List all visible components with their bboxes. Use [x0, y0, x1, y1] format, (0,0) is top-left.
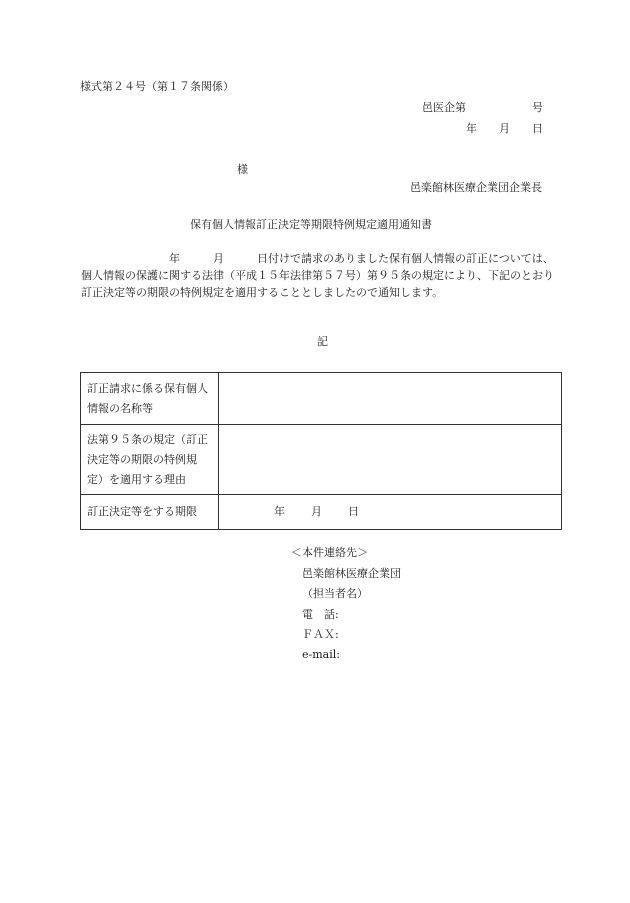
form-number: 様式第２４号（第１７条関係）	[80, 80, 234, 93]
table-row	[81, 373, 562, 425]
table-row	[81, 425, 562, 495]
row-value-info-name	[219, 373, 562, 425]
contact-email: e-mail:	[302, 648, 340, 661]
contact-org: 邑楽館林医療企業団	[302, 567, 401, 580]
deadline-month-label: 月	[311, 505, 322, 518]
contact-phone: 電 話:	[302, 608, 339, 621]
sender-name: 邑楽館林医療企業団企業長	[410, 181, 542, 194]
ki-marker: 記	[317, 335, 328, 348]
row-label-deadline: 訂正決定等をする期限	[81, 495, 219, 530]
row-label-info-name: 訂正請求に係る保有個人情報の名称等	[81, 373, 219, 425]
row-value-deadline	[219, 495, 562, 530]
record-table	[80, 372, 562, 530]
contact-person: （担当者名）	[302, 587, 368, 600]
row-value-reason	[219, 425, 562, 495]
body-paragraph: 年 月 日付けで請求のありました保有個人情報の訂正については、個人情報の保護に関する法律（平成１５年法律第５７号）第９５条の規定により、下記のとおり訂正決定等の期限の特例規定を適用することとしましたので通知します。	[81, 252, 554, 299]
contact-heading: ＜本件連絡先＞	[291, 546, 368, 559]
contact-fax: ＦＡＸ:	[302, 628, 339, 641]
deadline-day-label: 日	[348, 505, 359, 518]
document-title: 保有個人情報訂正決定等期限特例規定適用通知書	[190, 218, 432, 231]
document-number: 邑医企第 号	[422, 101, 543, 114]
addressee-honorific: 様	[237, 163, 248, 176]
deadline-year-label: 年	[274, 505, 285, 518]
table-row	[81, 495, 562, 530]
issue-date: 年 月 日	[466, 122, 543, 135]
row-label-reason: 法第９５条の規定（訂正決定等の期限の特例規定）を適用する理由	[81, 425, 219, 495]
